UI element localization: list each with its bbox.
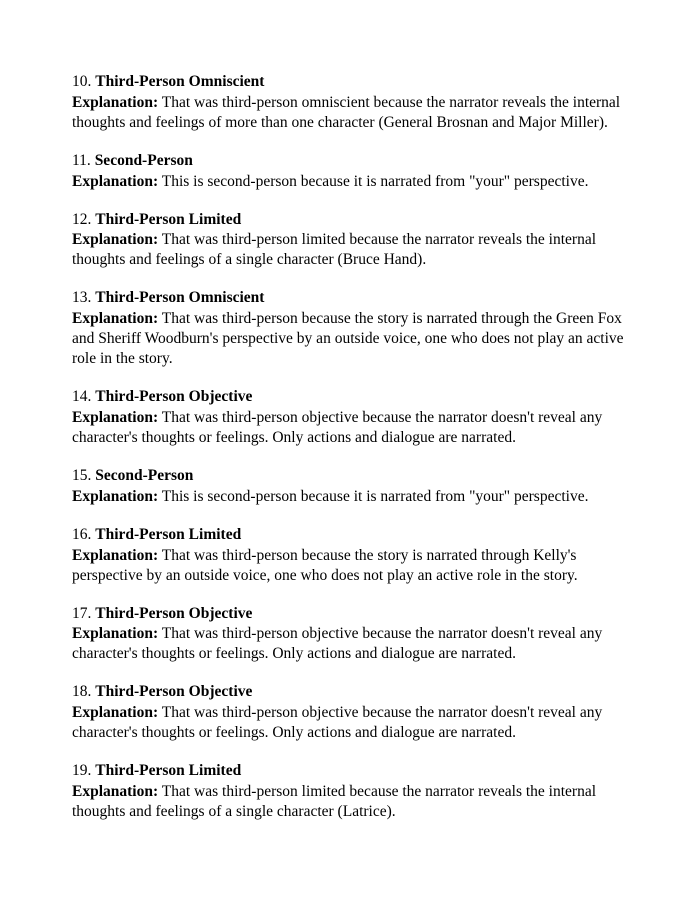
explanation-text: That was third-person objective because the narrator doesn't reveal any character's thoughts or feelings. Only actions and dialogue are narrated. — [72, 625, 603, 663]
answer-explanation — [72, 309, 624, 369]
list-item — [72, 210, 624, 271]
answer-title: Third-Person Omniscient — [95, 73, 265, 90]
answer-title: Third-Person Limited — [95, 210, 242, 228]
answer-heading — [72, 682, 624, 702]
explanation-label: Explanation: — [72, 704, 159, 722]
list-item — [72, 72, 624, 133]
explanation-text: That was third-person objective because the narrator doesn't reveal any character's thoughts or feelings. Only actions and dialogue are narrated. — [72, 409, 603, 446]
answer-title: Third-Person Limited — [95, 762, 242, 780]
answer-heading — [72, 525, 624, 545]
answer-number: 10. — [72, 73, 92, 90]
answer-explanation — [72, 93, 624, 133]
explanation-label: Explanation: — [72, 546, 159, 564]
list-item — [72, 151, 624, 192]
explanation-text: That was third-person omniscient because the narrator reveals the internal thoughts and feelings of more than one character (General Brosnan and Major Miller). — [72, 93, 621, 131]
list-item — [72, 682, 624, 743]
answer-heading — [72, 210, 624, 230]
answer-explanation — [72, 487, 624, 507]
answer-heading — [72, 761, 624, 781]
answer-number: 16. — [72, 525, 92, 543]
explanation-label: Explanation: — [72, 625, 159, 643]
answer-title: Third-Person Omniscient — [95, 289, 265, 307]
explanation-label: Explanation: — [72, 172, 159, 190]
answer-explanation — [72, 624, 624, 664]
explanation-label: Explanation: — [72, 231, 159, 249]
answer-number: 12. — [72, 210, 92, 228]
answer-heading — [72, 604, 624, 624]
answer-number: 15. — [72, 466, 92, 484]
explanation-text: That was third-person limited because the narrator reveals the internal thoughts and feelings of a single character (Bruce Hand). — [72, 231, 597, 269]
answer-heading — [72, 72, 624, 92]
explanation-label: Explanation: — [72, 93, 159, 111]
list-item — [72, 288, 624, 369]
explanation-text: That was third-person because the story is narrated through Kelly's perspective by an outside voice, one who does not play an active role in the story. — [72, 546, 578, 584]
list-item — [72, 466, 624, 507]
answer-title: Second-Person — [95, 466, 194, 484]
answer-explanation — [72, 546, 624, 586]
answer-heading — [72, 151, 624, 171]
explanation-label: Explanation: — [72, 783, 159, 801]
answer-title: Second-Person — [94, 151, 193, 169]
explanation-text: This is second-person because it is narrated from "your" perspective. — [161, 487, 589, 505]
answer-number: 17. — [72, 604, 92, 622]
answer-number: 18. — [72, 683, 92, 701]
explanation-text: That was third-person limited because the narrator reveals the internal thoughts and feelings of a single character (Latrice). — [72, 783, 597, 820]
explanation-text: That was third-person because the story is narrated through the Green Fox and Sheriff Woodburn's perspective by an outside voice, one who does not play an active role in the story. — [72, 310, 624, 368]
answer-explanation — [72, 782, 624, 822]
answer-number: 19. — [72, 762, 92, 780]
list-item — [72, 604, 624, 665]
answer-explanation — [72, 408, 624, 448]
explanation-label: Explanation: — [72, 487, 159, 505]
explanation-text: That was third-person objective because the narrator doesn't reveal any character's thoughts or feelings. Only actions and dialogue are narrated. — [72, 704, 603, 742]
answer-title: Third-Person Objective — [95, 683, 253, 701]
explanation-text: This is second-person because it is narrated from "your" perspective. — [161, 172, 589, 190]
list-item — [72, 761, 624, 822]
answer-explanation — [72, 172, 624, 192]
answer-number: 14. — [72, 388, 92, 406]
answer-number: 11. — [72, 151, 91, 169]
answer-key-list — [72, 72, 624, 822]
answer-heading — [72, 288, 624, 308]
list-item — [72, 525, 624, 586]
answer-explanation — [72, 703, 624, 743]
list-item — [72, 387, 624, 448]
answer-title: Third-Person Objective — [95, 388, 253, 406]
answer-number: 13. — [72, 289, 92, 307]
answer-title: Third-Person Objective — [95, 604, 253, 622]
answer-heading — [72, 466, 624, 486]
answer-explanation — [72, 230, 624, 270]
explanation-label: Explanation: — [72, 310, 159, 328]
answer-heading — [72, 387, 624, 407]
explanation-label: Explanation: — [72, 409, 159, 427]
answer-title: Third-Person Limited — [95, 525, 242, 543]
